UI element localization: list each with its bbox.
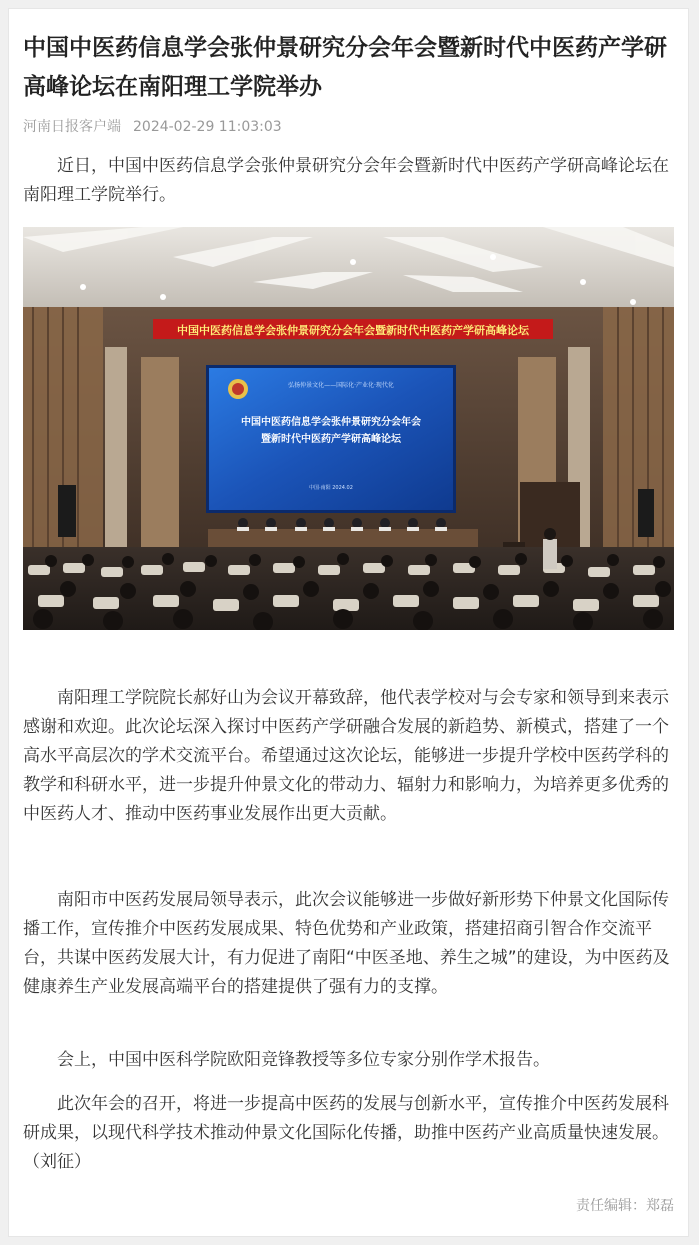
conference-hall-image	[23, 227, 674, 630]
article-paragraph: 南阳理工学院院长郝好山为会议开幕致辞，他代表学校对与会专家和领导到来表示感谢和欢迎。此次论坛深入探讨中医药产学研融合发展的新趋势、新模式，搭建了一个高水平高层次的学术交流平台。希望通过这次论坛，能够进一步提升学校中医药学科的教学和科研水平，进一步提升仲景文化的带动力、辐射力和影响力，为培养更多优秀的中医药人才、推动中医药事业发展作出更大贡献。	[23, 688, 669, 824]
article-title: 中国中医药信息学会张仲景研究分会年会暨新时代中医药产学研高峰论坛在南阳理工学院举办	[23, 35, 667, 100]
article-card	[8, 8, 689, 1237]
article-paragraph: 会上，中国中医科学院欧阳竞锋教授等多位专家分别作学术报告。	[57, 1050, 550, 1070]
screen-title-line1: 中国中医药信息学会张仲景研究分会年会	[241, 417, 421, 428]
article-photo	[23, 227, 674, 630]
article-paragraph: 近日，中国中医药信息学会张仲景研究分会年会暨新时代中医药产学研高峰论坛在南阳理工学院举行。	[23, 156, 669, 205]
hall-banner-text: 中国中医药信息学会张仲景研究分会年会暨新时代中医药产学研高峰论坛	[177, 324, 529, 337]
article-timestamp: 2024-02-29 11:03:03	[133, 119, 282, 135]
screen-date: 中国·南阳 2024.02	[309, 485, 353, 491]
article-meta	[23, 117, 282, 137]
article-source[interactable]: 河南日报客户端	[23, 119, 121, 135]
editor-credit: 责任编辑：郑磊	[576, 1198, 674, 1214]
screen-tagline: 弘扬仲景文化——国际化·产业化·现代化	[288, 382, 394, 389]
article-paragraph: 南阳市中医药发展局领导表示，此次会议能够进一步做好新形势下仲景文化国际传播工作，宣传推介中医药发展成果、特色优势和产业政策，搭建招商引智合作交流平台，共谋中医药发展大计，有力促进了南阳“中医圣地、养生之城”的建设，为中医药及健康养生产业发展高端平台的搭建提供了强有力的支撑。	[23, 890, 670, 997]
article-paragraph: 此次年会的召开，将进一步提高中医药的发展与创新水平，宣传推介中医药发展科研成果，以现代科学技术推动仲景文化国际化传播，助推中医药产业高质量快速发展。（刘征）	[23, 1094, 669, 1172]
screen-title-line2: 暨新时代中医药产学研高峰论坛	[261, 434, 401, 445]
